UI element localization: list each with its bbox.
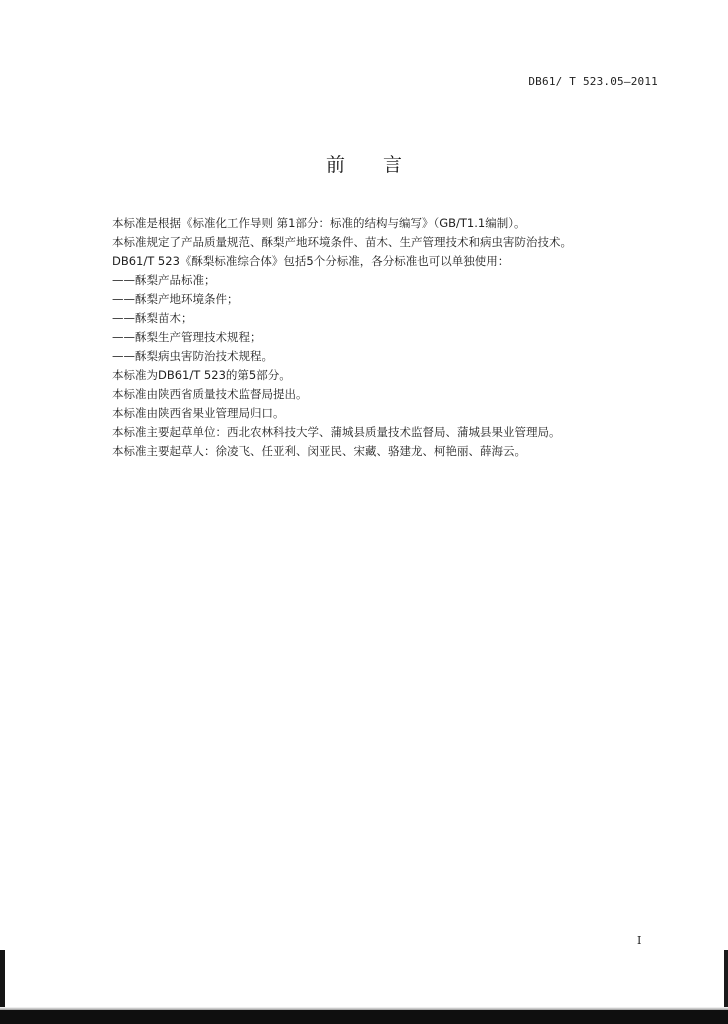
- preface-line-scope: 本标准规定了产品质量规范、酥梨产地环境条件、苗木、生产管理技术和病虫害防治技术。: [112, 235, 572, 249]
- preface-line-part: 本标准为DB61/T 523的第5部分。: [112, 368, 291, 382]
- scan-edge-left: [0, 950, 5, 1010]
- preface-line-drafting-units: 本标准主要起草单位：西北农林科技大学、蒲城县质量技术监督局、蒲城县果业管理局。: [112, 425, 561, 439]
- preface-line-basis: 本标准是根据《标准化工作导则 第1部分：标准的结构与编写》（GB/T1.1编制）。: [112, 216, 526, 230]
- preface-list-item: ——酥梨苗木；: [112, 311, 193, 325]
- preface-line-proposer: 本标准由陕西省质量技术监督局提出。: [112, 387, 308, 401]
- page-title: 前言: [325, 154, 440, 176]
- preface-line-administrator: 本标准由陕西省果业管理局归口。: [112, 406, 285, 420]
- preface-list-item: ——酥梨产品标准；: [112, 273, 216, 287]
- preface-line-composition: DB61/T 523《酥梨标准综合体》包括5个分标准，各分标准也可以单独使用：: [112, 254, 510, 268]
- preface-list-item: ——酥梨产地环境条件；: [112, 292, 239, 306]
- document-code: DB61/ T 523.05—2011: [528, 75, 658, 88]
- preface-list-item: ——酥梨生产管理技术规程；: [112, 330, 262, 344]
- page-number: I: [637, 934, 642, 947]
- scan-edge-right: [724, 950, 728, 1010]
- scan-edge-bottom: [0, 1010, 728, 1024]
- preface-list-item: ——酥梨病虫害防治技术规程。: [112, 349, 273, 363]
- preface-body: [112, 214, 632, 461]
- preface-line-drafters: 本标准主要起草人：徐凌飞、任亚利、闵亚民、宋藏、骆建龙、柯艳丽、薛海云。: [112, 444, 526, 458]
